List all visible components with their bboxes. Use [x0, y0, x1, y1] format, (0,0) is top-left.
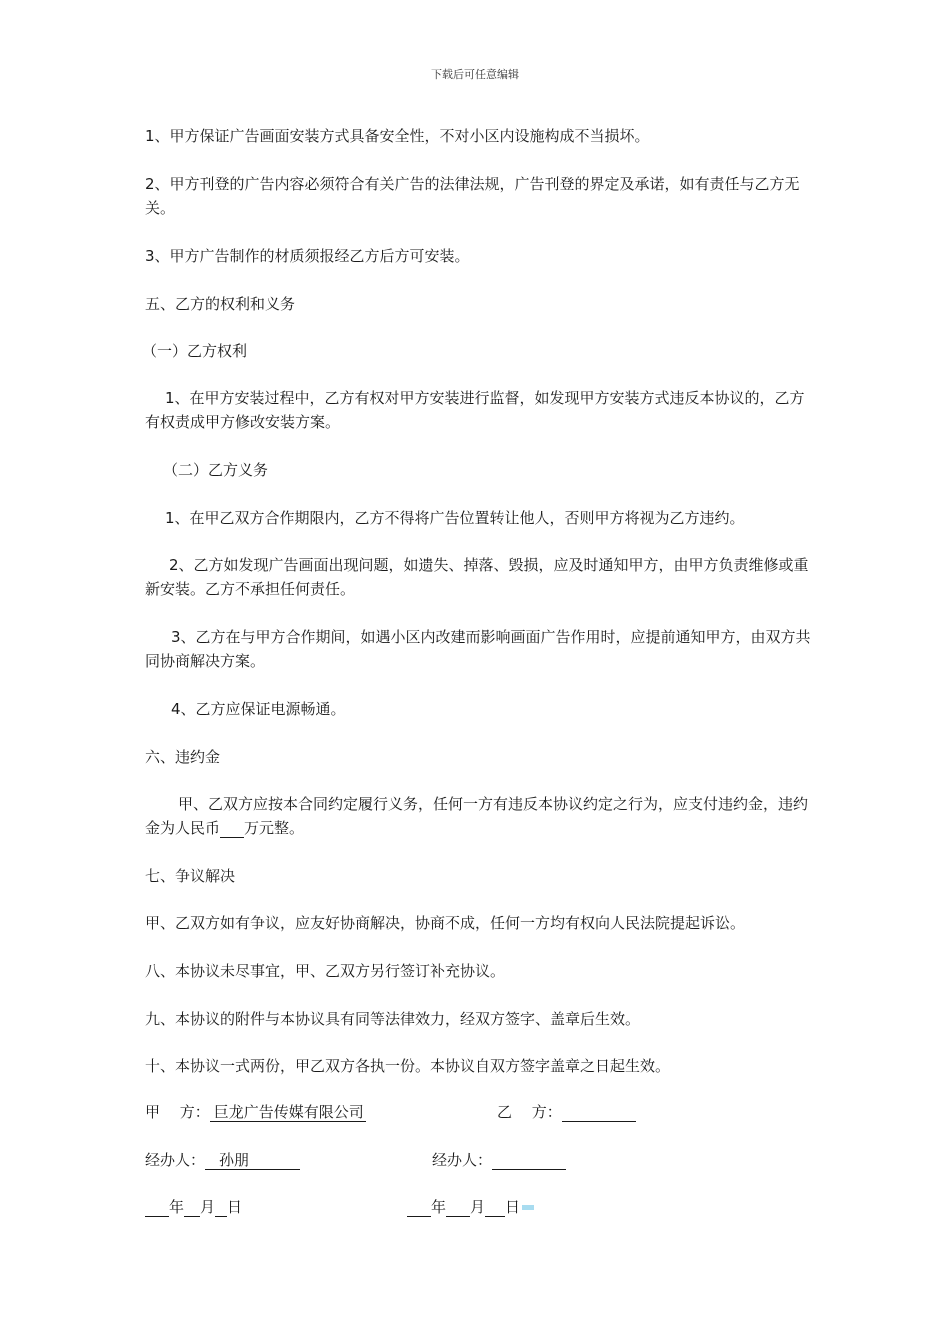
- date-b-year-blank: [407, 1198, 431, 1217]
- agent-b-field: [432, 1148, 566, 1172]
- agent-a-value: 孙朋: [205, 1151, 300, 1170]
- party-b-label: 乙 方：: [497, 1103, 562, 1121]
- duties-item-4: 4、乙方应保证电源畅通。: [171, 700, 346, 718]
- rights-item-1: 1、在甲方安装过程中，乙方有权对甲方安装进行监督，如发现甲方安装方式违反本协议的，乙方有权责成甲方修改安装方案。: [145, 389, 805, 431]
- penalty-clause: [145, 792, 815, 840]
- date-a-month-blank: [184, 1198, 200, 1217]
- penalty-text: 甲、乙双方应按本合同约定履行义务，任何一方有违反本协议约定之行为，应支付违约金，违约金为人民币: [145, 795, 809, 837]
- section-6-heading: 六、违约金: [145, 748, 221, 766]
- date-a-day: 日: [227, 1198, 243, 1216]
- party-a-value: 巨龙广告传媒有限公司: [210, 1103, 366, 1122]
- agent-b-blank: [492, 1151, 566, 1170]
- date-a-field: [145, 1195, 242, 1219]
- dispute-clause: 甲、乙双方如有争议，应友好协商解决，协商不成，任何一方均有权向人民法院提起诉讼。: [145, 914, 746, 932]
- duties-item-2: 2、乙方如发现广告画面出现问题，如遗失、掉落、毁损，应及时通知甲方，由甲方负责维修或重新安装。乙方不承担任何责任。: [145, 556, 809, 598]
- agent-a-field: [145, 1148, 300, 1172]
- subsection-rights-heading: （一）乙方权利: [142, 342, 248, 360]
- date-b-field: [407, 1195, 534, 1219]
- text-cursor-marker: [522, 1205, 534, 1210]
- agent-b-label: 经办人：: [432, 1151, 493, 1169]
- penalty-unit: 万元整。: [244, 819, 305, 837]
- date-a-month: 月: [200, 1198, 216, 1216]
- date-a-year-blank: [145, 1198, 169, 1217]
- date-a-year: 年: [169, 1198, 185, 1216]
- date-b-month: 月: [470, 1198, 486, 1216]
- section-10: 十、本协议一式两份，甲乙双方各执一份。本协议自双方签字盖章之日起生效。: [145, 1057, 671, 1075]
- duties-item-1: 1、在甲乙双方合作期限内，乙方不得将广告位置转让他人，否则甲方将视为乙方违约。: [165, 509, 745, 527]
- page-header: 下载后可任意编辑: [431, 68, 519, 81]
- clause-a-1: 1、甲方保证广告画面安装方式具备安全性，不对小区内设施构成不当损坏。: [145, 127, 650, 145]
- section-8: 八、本协议未尽事宜，甲、乙双方另行签订补充协议。: [145, 962, 506, 980]
- duties-item-3: 3、乙方在与甲方合作期间，如遇小区内改建而影响画面广告作用时，应提前通知甲方，由双方共同协商解决方案。: [145, 628, 811, 670]
- date-b-year: 年: [431, 1198, 447, 1216]
- section-9: 九、本协议的附件与本协议具有同等法律效力，经双方签字、盖章后生效。: [145, 1010, 641, 1028]
- date-b-day-blank: [485, 1198, 505, 1217]
- date-a-day-blank: [215, 1198, 227, 1217]
- penalty-amount-blank: [220, 819, 244, 838]
- section-5-heading: 五、乙方的权利和义务: [145, 295, 296, 313]
- party-a-label: 甲 方：: [145, 1103, 210, 1121]
- subsection-duties-heading: （二）乙方义务: [163, 461, 269, 479]
- clause-a-2: 2、甲方刊登的广告内容必须符合有关广告的法律法规，广告刊登的界定及承诺，如有责任与乙方无关。: [145, 175, 800, 217]
- agent-a-label: 经办人：: [145, 1151, 206, 1169]
- party-b-field: [497, 1100, 636, 1124]
- party-a-field: [145, 1100, 366, 1124]
- clause-a-3: 3、甲方广告制作的材质须报经乙方后方可安装。: [145, 247, 470, 265]
- party-b-blank: [562, 1103, 636, 1122]
- section-7-heading: 七、争议解决: [145, 867, 236, 885]
- date-b-month-blank: [446, 1198, 470, 1217]
- date-b-day: 日: [505, 1198, 521, 1216]
